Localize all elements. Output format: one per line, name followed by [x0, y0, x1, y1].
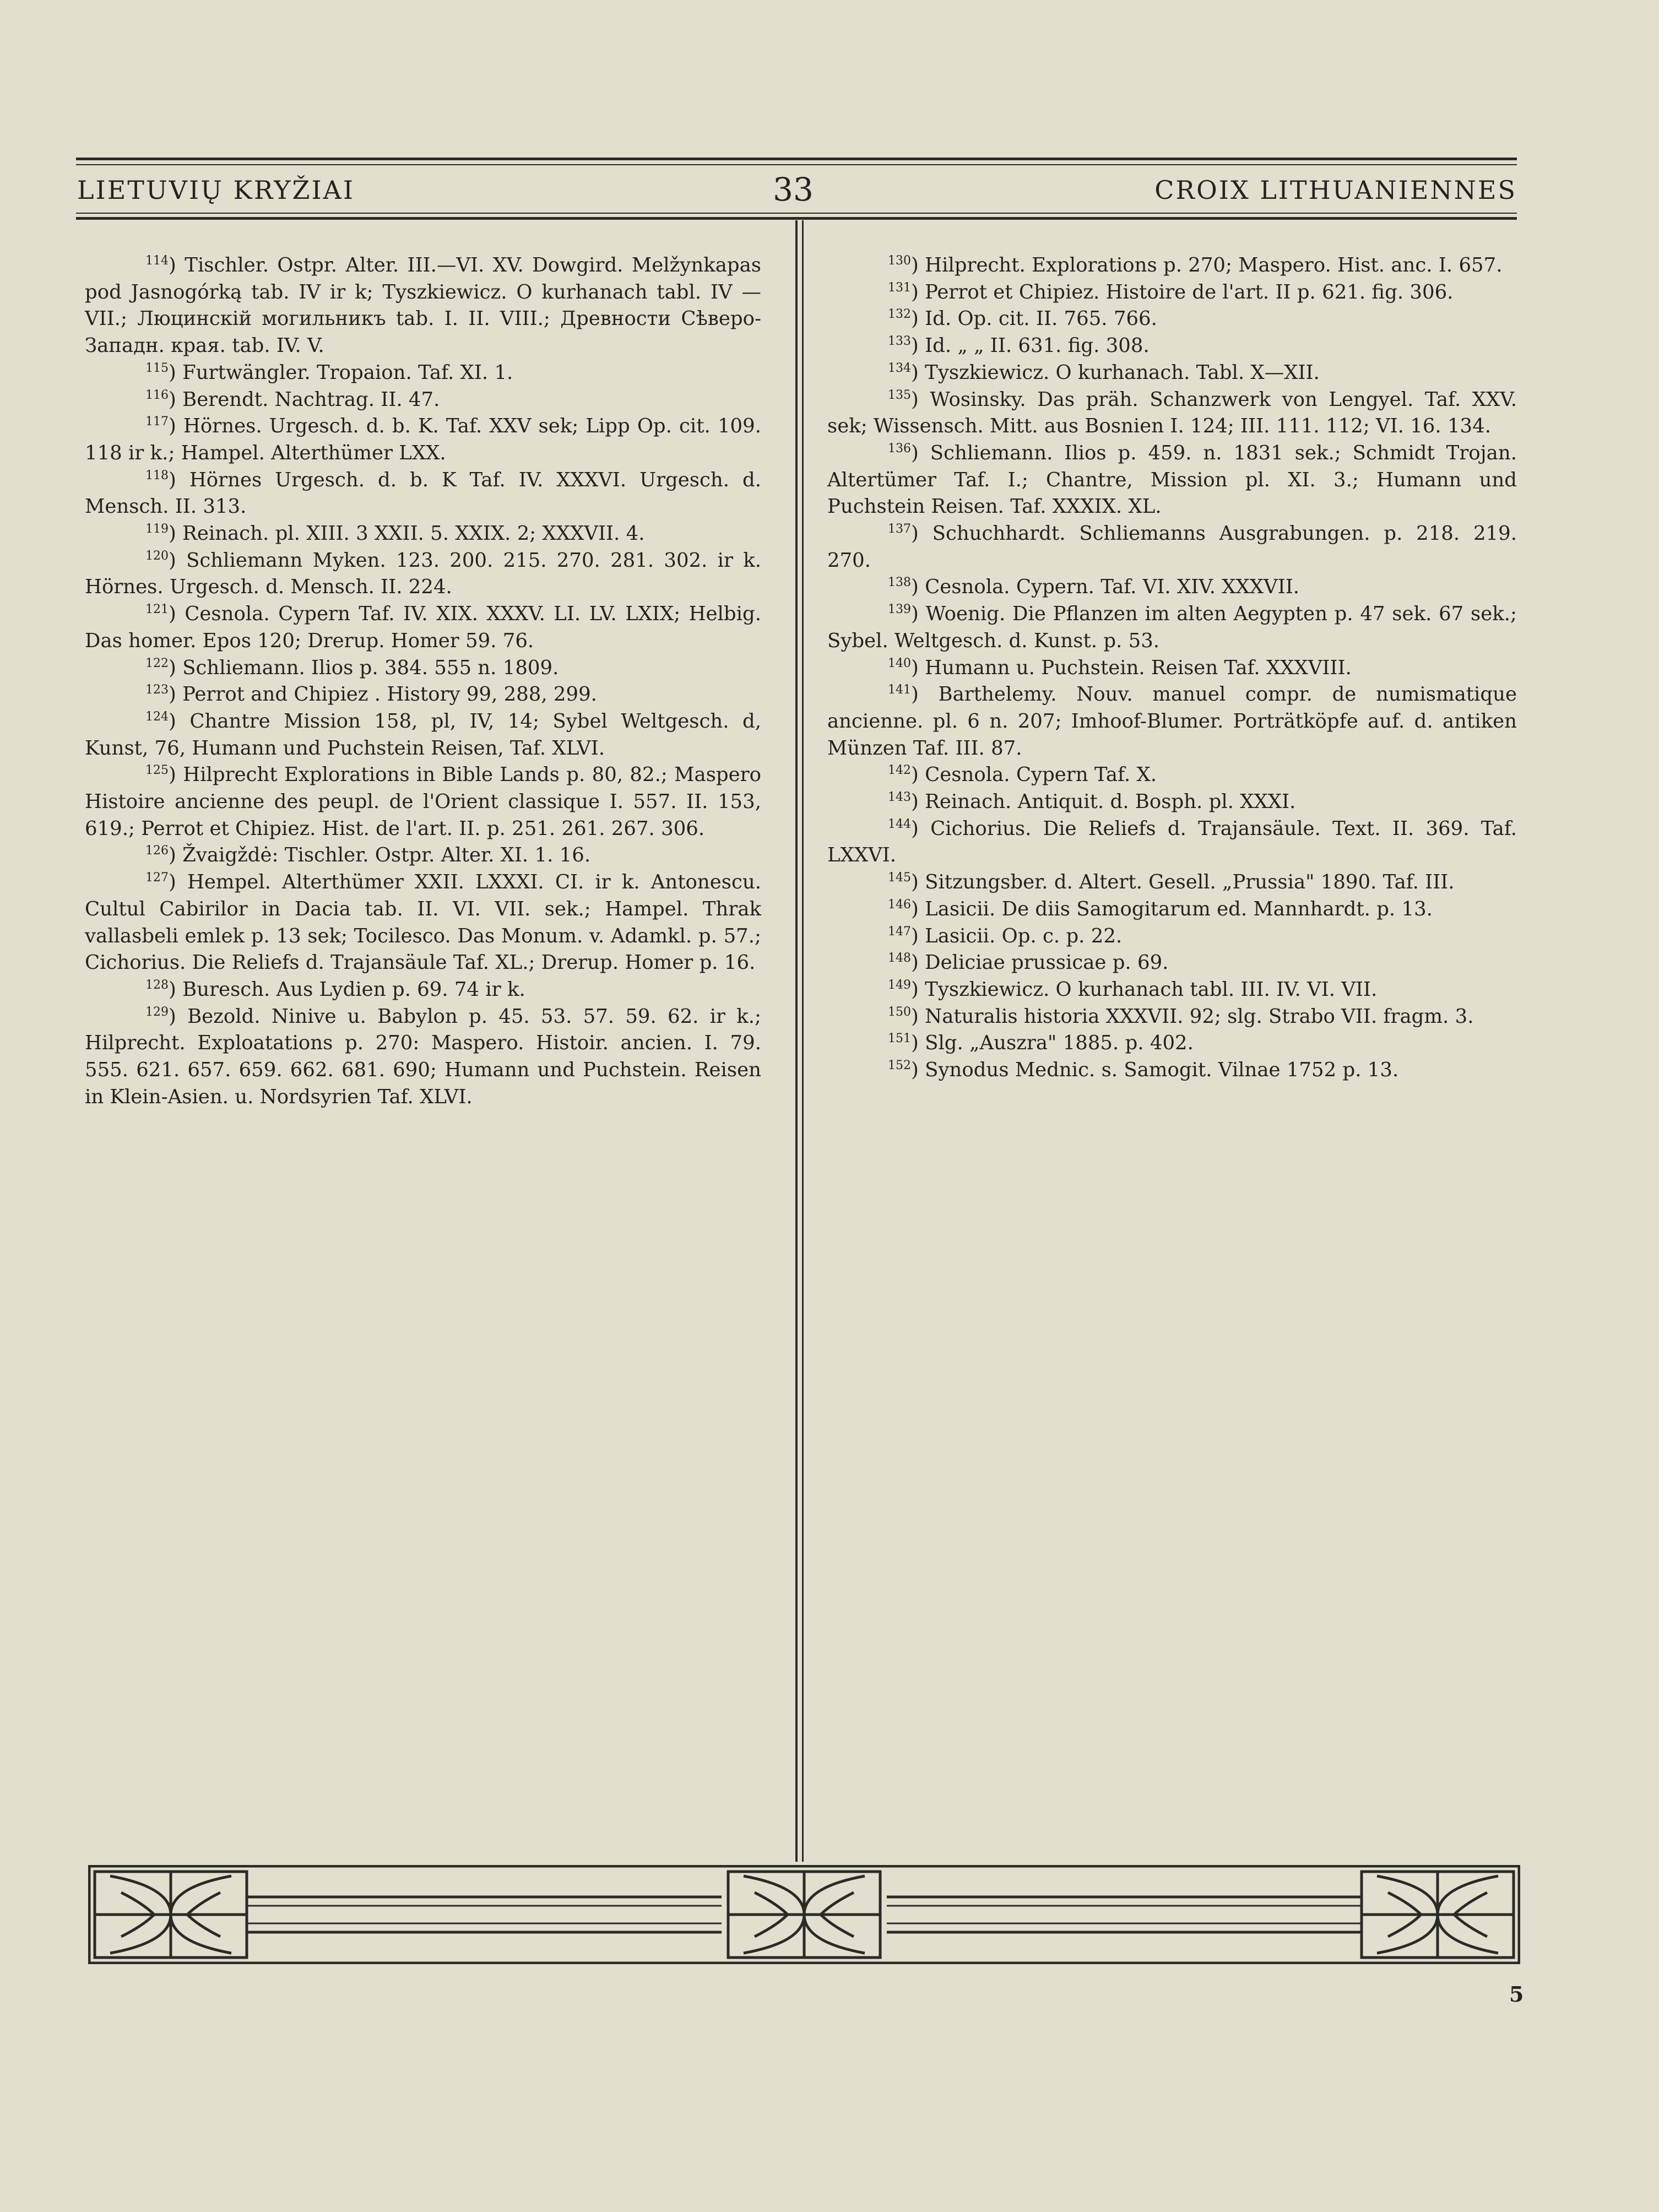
footnote-number: 125 [145, 763, 169, 778]
footnote [827, 789, 1517, 816]
footnote-number: 121 [145, 603, 169, 617]
footnote-number: 143 [888, 790, 911, 805]
footnote-text: ) Tyszkiewicz. O kurhanach tabl. III. IV. VI. VII. [911, 978, 1378, 1001]
footnote-text: ) Slg. „Auszra" 1885. p. 402. [911, 1032, 1194, 1055]
footnote [827, 360, 1517, 387]
footnote-text: ) Reinach. pl. XIII. 3 XXII. 5. XXIX. 2; XXXVII. 4. [169, 522, 645, 545]
footnote [827, 816, 1517, 869]
footnote-number: 141 [888, 683, 911, 697]
footnote [827, 574, 1517, 601]
footnote [827, 440, 1517, 521]
footnote-number: 131 [888, 280, 911, 295]
footnote-number: 119 [145, 522, 169, 536]
footnote-text: ) Tischler. Ostpr. Alter. III.—VI. XV. Dowgird. Melžynkapas pod Jasnogórką tab. IV ir k; Tyszkiewicz. O kurhanach tabl. IV — VII.; Люцинскiй могильникъ tab. I. II. VIII.; Древности Сѣверо-Западн. края. tab. IV. V. [85, 254, 761, 357]
footnote-number: 149 [888, 978, 911, 993]
header-bottom-rule-thin [76, 213, 1517, 214]
footnote-text: ) Schliemann. Ilios p. 384. 555 n. 1809. [169, 656, 559, 679]
footnote-number: 134 [888, 361, 911, 375]
footnote-text: ) Hempel. Alterthümer XXII. LXXXI. CI. ir k. Antonescu. Cultul Cabirilor in Dacia tab. II. VI. VII. sek.; Hampel. Thrak vallasbeli emlek p. 13 sek; Tocilesco. Das Monum. v. Adamkl. p. 57.; Cichorius. Die Reliefs d. Trajansäule Taf. XL.; Drerup. Homer p. 16. [85, 871, 761, 974]
footnote [827, 923, 1517, 950]
footnote-text: ) Chantre Mission 158, pl, IV, 14; Sybel Weltgesch. d, Kunst, 76, Humann und Puchstein Reisen, Taf. XLVI. [85, 709, 761, 760]
footnote [827, 950, 1517, 977]
page-number: 33 [773, 171, 814, 208]
header-top-rule [76, 158, 1517, 160]
footnote [827, 762, 1517, 789]
footnote-number: 116 [145, 388, 169, 402]
footnote-text: ) Hörnes Urgesch. d. b. K Taf. IV. XXXVI. Urgesch. d. Mensch. II. 313. [85, 468, 761, 518]
footnote-text: ) Schliemann Myken. 123. 200. 215. 270. 281. 302. ir k. Hörnes. Urgesch. d. Mensch. II. 224. [85, 549, 761, 599]
footnote-text: ) Schliemann. Ilios p. 459. n. 1831 sek.; Schmidt Trojan. Altertümer Taf. I.; Chantre, Mission pl. XI. 3.; Humann und Puchstein Reisen. Taf. XXXIX. XL. [827, 441, 1517, 518]
footnote [827, 1057, 1517, 1084]
footnote-text: ) Naturalis historia XXXVII. 92; slg. Strabo VII. fragm. 3. [911, 1005, 1474, 1028]
footnote [85, 413, 761, 467]
footnote [85, 387, 761, 414]
footnote [827, 977, 1517, 1004]
footnote [85, 655, 761, 682]
footnote [827, 869, 1517, 896]
header-top-rule-thin [76, 164, 1517, 165]
footnote-number: 142 [888, 763, 911, 778]
running-head-left: LIETUVIŲ KRYŽIAI [77, 175, 355, 205]
footnote-number: 118 [145, 468, 169, 482]
footnote-text: ) Sitzungsber. d. Altert. Gesell. „Prussia" 1890. Taf. III. [911, 871, 1455, 894]
footnote-number: 127 [145, 871, 169, 885]
footnote [827, 333, 1517, 360]
footnote [85, 547, 761, 601]
footnote-text: ) Id. „ „ II. 631. fig. 308. [911, 334, 1150, 357]
footnote-number: 135 [888, 388, 911, 402]
footnote-number: 147 [888, 924, 911, 939]
footnote-text: ) Berendt. Nachtrag. II. 47. [169, 388, 440, 411]
footnote [827, 279, 1517, 306]
footnote-number: 144 [888, 817, 911, 831]
footnote [85, 681, 761, 708]
footnote [827, 1004, 1517, 1031]
footnote [827, 387, 1517, 440]
footnote-number: 117 [145, 415, 169, 429]
footnote-number: 136 [888, 442, 911, 456]
footnote-text: ) Synodus Mednic. s. Samogit. Vilnae 1752 p. 13. [911, 1059, 1399, 1082]
footnote-number: 140 [888, 656, 911, 670]
footnote-number: 120 [145, 549, 169, 563]
footnote-text: ) Cesnola. Cypern. Taf. VI. XIV. XXXVII. [911, 576, 1300, 599]
footnote-text: ) Lasicii. De diis Samogitarum ed. Mannhardt. p. 13. [911, 897, 1433, 920]
footnote-number: 123 [145, 683, 169, 697]
footnote [85, 762, 761, 842]
footnote [827, 306, 1517, 333]
column-divider-inner [802, 220, 804, 1862]
footnote-number: 138 [888, 576, 911, 590]
footnote-number: 150 [888, 1005, 911, 1019]
footnote-text: ) Hilprecht Explorations in Bible Lands p. 80, 82.; Maspero Histoire ancienne des peupl. de l'Orient classique I. 557. II. 153, 619.; Perrot et Chipiez. Hist. de l'art. II. p. 251. 261. 267. 306. [85, 763, 761, 840]
footnote [85, 252, 761, 360]
header-bottom-rule [76, 217, 1517, 220]
footnote-text: ) Humann u. Puchstein. Reisen Taf. XXXVIII. [911, 656, 1352, 679]
footnote [827, 896, 1517, 923]
footnote-text: ) Tyszkiewicz. O kurhanach. Tabl. X—XII. [911, 361, 1320, 384]
footnote-text: ) Cesnola. Cypern Taf. IV. XIX. XXXV. LI. LV. LXIX; Helbig. Das homer. Epos 120; Drerup. Homer 59. 76. [85, 603, 761, 652]
footnote-number: 115 [145, 361, 169, 375]
footnote [827, 601, 1517, 654]
footnote [827, 521, 1517, 574]
footnote-number: 124 [145, 710, 169, 724]
footnote [827, 1030, 1517, 1057]
footnotes-left-column [85, 252, 761, 1111]
footnote-text: ) Furtwängler. Tropaion. Taf. XI. 1. [169, 361, 513, 384]
footnote-text: ) Perrot and Chipiez . History 99, 288, 299. [169, 683, 597, 706]
footnote-text: ) Hilprecht. Explorations p. 270; Maspero. Hist. anc. I. 657. [911, 254, 1503, 276]
footnote-text: ) Bezold. Ninive u. Babylon p. 45. 53. 57. 59. 62. ir k.; Hilprecht. Exploatations p. 270: Maspero. Histoir. ancien. I. 79. 555. 621. 657. 659. 662. 681. 690; Humann und Puchstein. Reisen in Klein-Asien. u. Nordsyrien Taf. XLVI. [85, 1005, 761, 1108]
footnote-number: 137 [888, 522, 911, 536]
footnote-number: 122 [145, 656, 169, 670]
footnote [85, 521, 761, 547]
footnote-number: 129 [145, 1005, 169, 1019]
footnote-text: ) Buresch. Aus Lydien p. 69. 74 ir k. [169, 978, 525, 1001]
decorative-border-ornament [88, 1865, 1520, 1964]
footnote-number: 132 [888, 307, 911, 322]
footnote [85, 360, 761, 387]
footnote [827, 655, 1517, 682]
footnote-text: ) Barthelemy. Nouv. manuel compr. de numismatique ancienne. pl. 6 n. 207; Imhoof-Blumer. Porträtköpfe auf. d. antiken Münzen Taf. III. 87. [827, 683, 1517, 760]
footnote-text: ) Hörnes. Urgesch. d. b. K. Taf. XXV sek; Lipp Op. cit. 109. 118 ir k.; Hampel. Alterthümer LXX. [85, 415, 761, 464]
footnote-text: ) Cesnola. Cypern Taf. X. [911, 763, 1157, 787]
footnote [85, 467, 761, 521]
footnote-number: 146 [888, 898, 911, 912]
footnote-number: 114 [145, 254, 169, 268]
sheet-number: 5 [1509, 1982, 1524, 2007]
footnote-text: ) Woenig. Die Pflanzen im alten Aegypten p. 47 sek. 67 sek.; Sybel. Weltgesch. d. Kunst. p. 53. [827, 603, 1517, 652]
footnotes-right-column [827, 252, 1517, 1084]
footnote-text: ) Reinach. Antiquit. d. Bosph. pl. XXXI. [911, 790, 1296, 814]
footnote-text: ) Deliciae prussicae p. 69. [911, 951, 1169, 974]
footnote-text: ) Id. Op. cit. II. 765. 766. [911, 307, 1157, 330]
footnote-number: 145 [888, 871, 911, 885]
footnote [85, 708, 761, 762]
footnote [85, 842, 761, 869]
footnote [85, 1004, 761, 1111]
footnote-number: 128 [145, 978, 169, 993]
footnote-number: 126 [145, 844, 169, 858]
footnote-text: ) Lasicii. Op. c. p. 22. [911, 924, 1123, 947]
footnote-text: ) Cichorius. Die Reliefs d. Trajansäule. Text. II. 369. Taf. LXXVI. [827, 817, 1517, 867]
column-divider [795, 220, 798, 1862]
footnote [827, 681, 1517, 762]
footnote-number: 139 [888, 603, 911, 617]
footnote-number: 152 [888, 1059, 911, 1073]
footnote-text: ) Wosinsky. Das präh. Schanzwerk von Lengyel. Taf. XXV. sek; Wissensch. Mitt. aus Bosnien I. 124; III. 111. 112; VI. 16. 134. [827, 388, 1517, 438]
footnote-number: 151 [888, 1032, 911, 1046]
footnote-text: ) Perrot et Chipiez. Histoire de l'art. II p. 621. fig. 306. [911, 280, 1454, 303]
footnote-number: 133 [888, 334, 911, 349]
footnote [827, 252, 1517, 279]
footnote-number: 130 [888, 254, 911, 268]
footnote-text: ) Žvaigždė: Tischler. Ostpr. Alter. XI. 1. 16. [169, 844, 591, 867]
footnote-number: 148 [888, 951, 911, 966]
running-head-right: CROIX LITHUANIENNES [1154, 175, 1517, 205]
footnote [85, 977, 761, 1004]
footnote [85, 601, 761, 654]
footnote-text: ) Schuchhardt. Schliemanns Ausgrabungen. p. 218. 219. 270. [827, 522, 1517, 572]
footnote [85, 869, 761, 977]
